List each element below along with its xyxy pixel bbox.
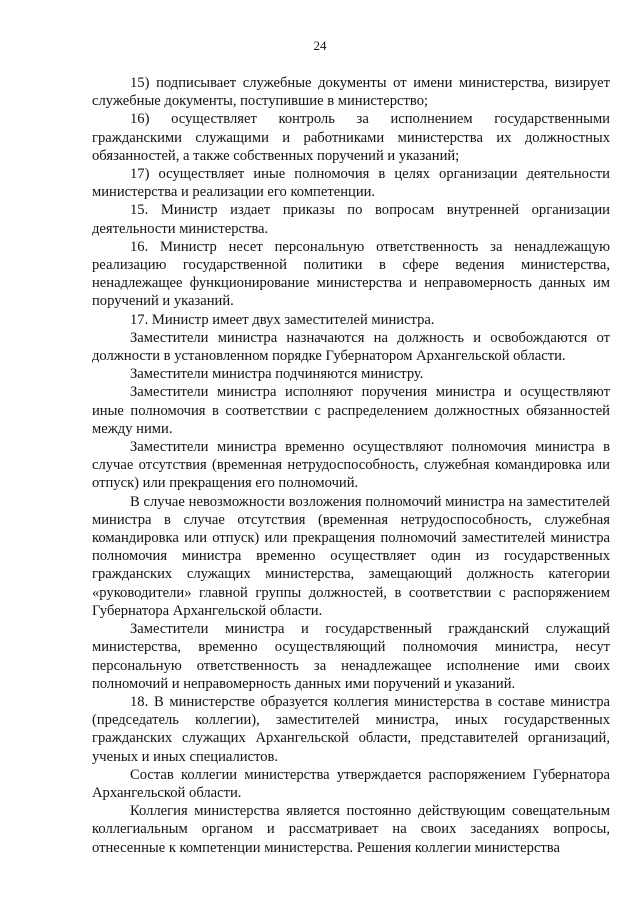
paragraph: 17) осуществляет иные полномочия в целях организации деятельности министерства и реализации его компетенции. <box>92 166 610 201</box>
paragraph: 18. В министерстве образуется коллегия министерства в составе министра (председатель коллегии), заместителей министра, иных государственных гражданских служащих Архангельской области, представителей организаций, ученых и иных специалистов. <box>92 693 610 765</box>
paragraph: 15) подписывает служебные документы от имени министерства, визирует служебные документы, поступившие в министерство; <box>92 75 610 110</box>
document-body <box>92 74 610 857</box>
paragraph: 17. Министр имеет двух заместителей министра. <box>130 311 435 328</box>
paragraph: 16) осуществляет контроль за исполнением государственными гражданскими служащими и работниками министерства их должностных обязанностей, а также собственных поручений и указаний; <box>92 111 610 164</box>
paragraph: Коллегия министерства является постоянно действующим совещательным коллегиальным органом и рассматривает на своих заседаниях вопросы, отнесенные к компетенции министерства. Решения коллегии министерства <box>92 803 610 856</box>
paragraph: Состав коллегии министерства утверждается распоряжением Губернатора Архангельской области. <box>92 766 610 801</box>
paragraph: Заместители министра временно осуществляют полномочия министра в случае отсутствия (временная нетрудоспособность, служебная командировка или отпуск) или прекращения его полномочий. <box>92 439 610 492</box>
page-number: 24 <box>313 38 327 53</box>
paragraph: Заместители министра подчиняются министру. <box>130 366 424 383</box>
paragraph: Заместители министра назначаются на должность и освобождаются от должности в установленном порядке Губернатором Архангельской области. <box>92 329 610 365</box>
paragraph: В случае невозможности возложения полномочий министра на заместителей министра в случае отсутствия (временная нетрудоспособность, служебная командировка или отпуск) или прекращения полномочий заместителей министра полномочия министра временно осуществляет один из государственных гражданских служащих министерства, замещающий должность категории «руководители» главной группы должностей, в соответствии с распоряжением Губернатора Архангельской области. <box>92 493 610 619</box>
paragraph: Заместители министра исполняют поручения министра и осуществляют иные полномочия в соответствии с распределением должностных обязанностей между ними. <box>92 384 610 437</box>
paragraph: 15. Министр издает приказы по вопросам внутренней организации деятельности министерства. <box>92 202 610 237</box>
paragraph: 16. Министр несет персональную ответственность за ненадлежащую реализацию государственной политики в сфере ведения министерства, ненадлежащее функционирование министерства и неправомерность данных им поручений и указаний. <box>92 238 610 310</box>
paragraph: Заместители министра и государственный гражданский служащий министерства, временно осуществляющий полномочия министра, несут персональную ответственность за ненадлежащее исполнение ими своих полномочий и неправомерность данных ими поручений и указаний. <box>92 621 610 692</box>
